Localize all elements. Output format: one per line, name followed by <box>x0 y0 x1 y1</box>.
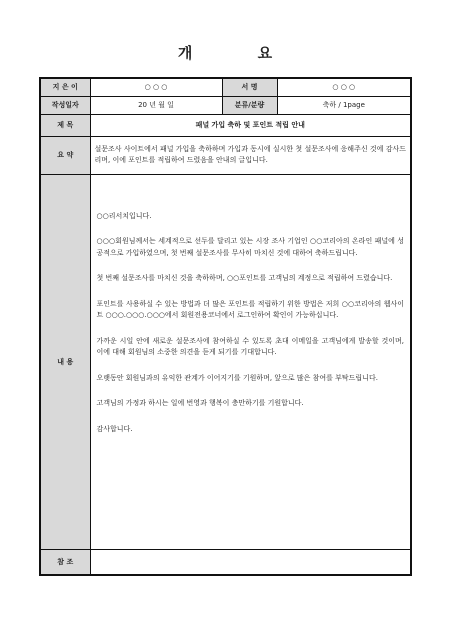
subject-value: 패널 가입 축하 및 포인트 적립 안내 <box>90 114 411 136</box>
category-label: 분류/분량 <box>222 96 277 114</box>
content-paragraph: ○○○회원님께서는 세계적으로 선두를 달리고 있는 시장 조사 기업인 ○○코리아의 온라인 패널에 성공적으로 가입하였으며, 첫 번째 설문조사를 무사히 마치신 것에 대하여 축하드립니다. <box>96 237 404 257</box>
content-body <box>90 174 411 549</box>
content-paragraph: 첫 번째 설문조사를 마치신 것을 축하하며, ○○포인트를 고객님의 계정으로 적립하여 드렸습니다. <box>96 274 393 282</box>
content-paragraph: 오랫동안 회원님과의 유익한 관계가 이어지기를 기원하며, 앞으로 많은 참여를 부탁드립니다. <box>96 373 378 382</box>
category-value: 축하 / 1page <box>277 96 411 114</box>
content-paragraph: 고객님의 가정과 하시는 일에 번영과 행복이 충만하기를 기원합니다. <box>96 399 304 407</box>
content-paragraph: 가까운 시일 안에 새로운 설문조사에 참여하실 수 있도록 초대 이메일을 고객님에게 발송할 것이며, 이에 대해 회원님의 소중한 의견을 듣게 되기를 기대합니다. <box>96 336 404 356</box>
overview-form-table <box>39 77 412 576</box>
summary-value: 설문조사 사이트에서 패널 가입을 축하하며 가입과 동시에 실시한 첫 설문조사에 응해주신 것에 감사드리며, 이에 포인트를 적립하여 드렸음을 안내의 글입니다. <box>90 136 411 174</box>
summary-label: 요 약 <box>40 136 90 174</box>
subject-row <box>40 114 411 136</box>
name-value: ○ ○ ○ <box>277 78 411 96</box>
author-label: 지 은 이 <box>40 78 90 96</box>
summary-row <box>40 136 411 174</box>
author-row <box>40 78 411 96</box>
name-label: 서 명 <box>222 78 277 96</box>
date-value: 20 년 월 일 <box>90 96 222 114</box>
reference-label: 참 조 <box>40 549 90 575</box>
content-paragraph: 감사합니다. <box>96 424 133 433</box>
content-paragraph: 포인트를 사용하실 수 있는 방법과 더 많은 포인트를 적립하기 위한 방법은 저희 ○○코리아의 웹사이트 ○○○.○○○.○○○에서 회원전용코너에서 로그인하여 확인이 가능하십니다. <box>96 299 404 319</box>
subject-label: 제 목 <box>40 114 90 136</box>
document-title: 개 요 <box>177 44 303 62</box>
date-label: 작성일자 <box>40 96 90 114</box>
date-row <box>40 96 411 114</box>
author-value: ○ ○ ○ <box>90 78 222 96</box>
content-label: 내 용 <box>40 174 90 549</box>
content-row <box>40 174 411 549</box>
reference-value <box>90 549 411 575</box>
reference-row <box>40 549 411 575</box>
content-paragraph: ○○리서치입니다. <box>96 211 152 220</box>
